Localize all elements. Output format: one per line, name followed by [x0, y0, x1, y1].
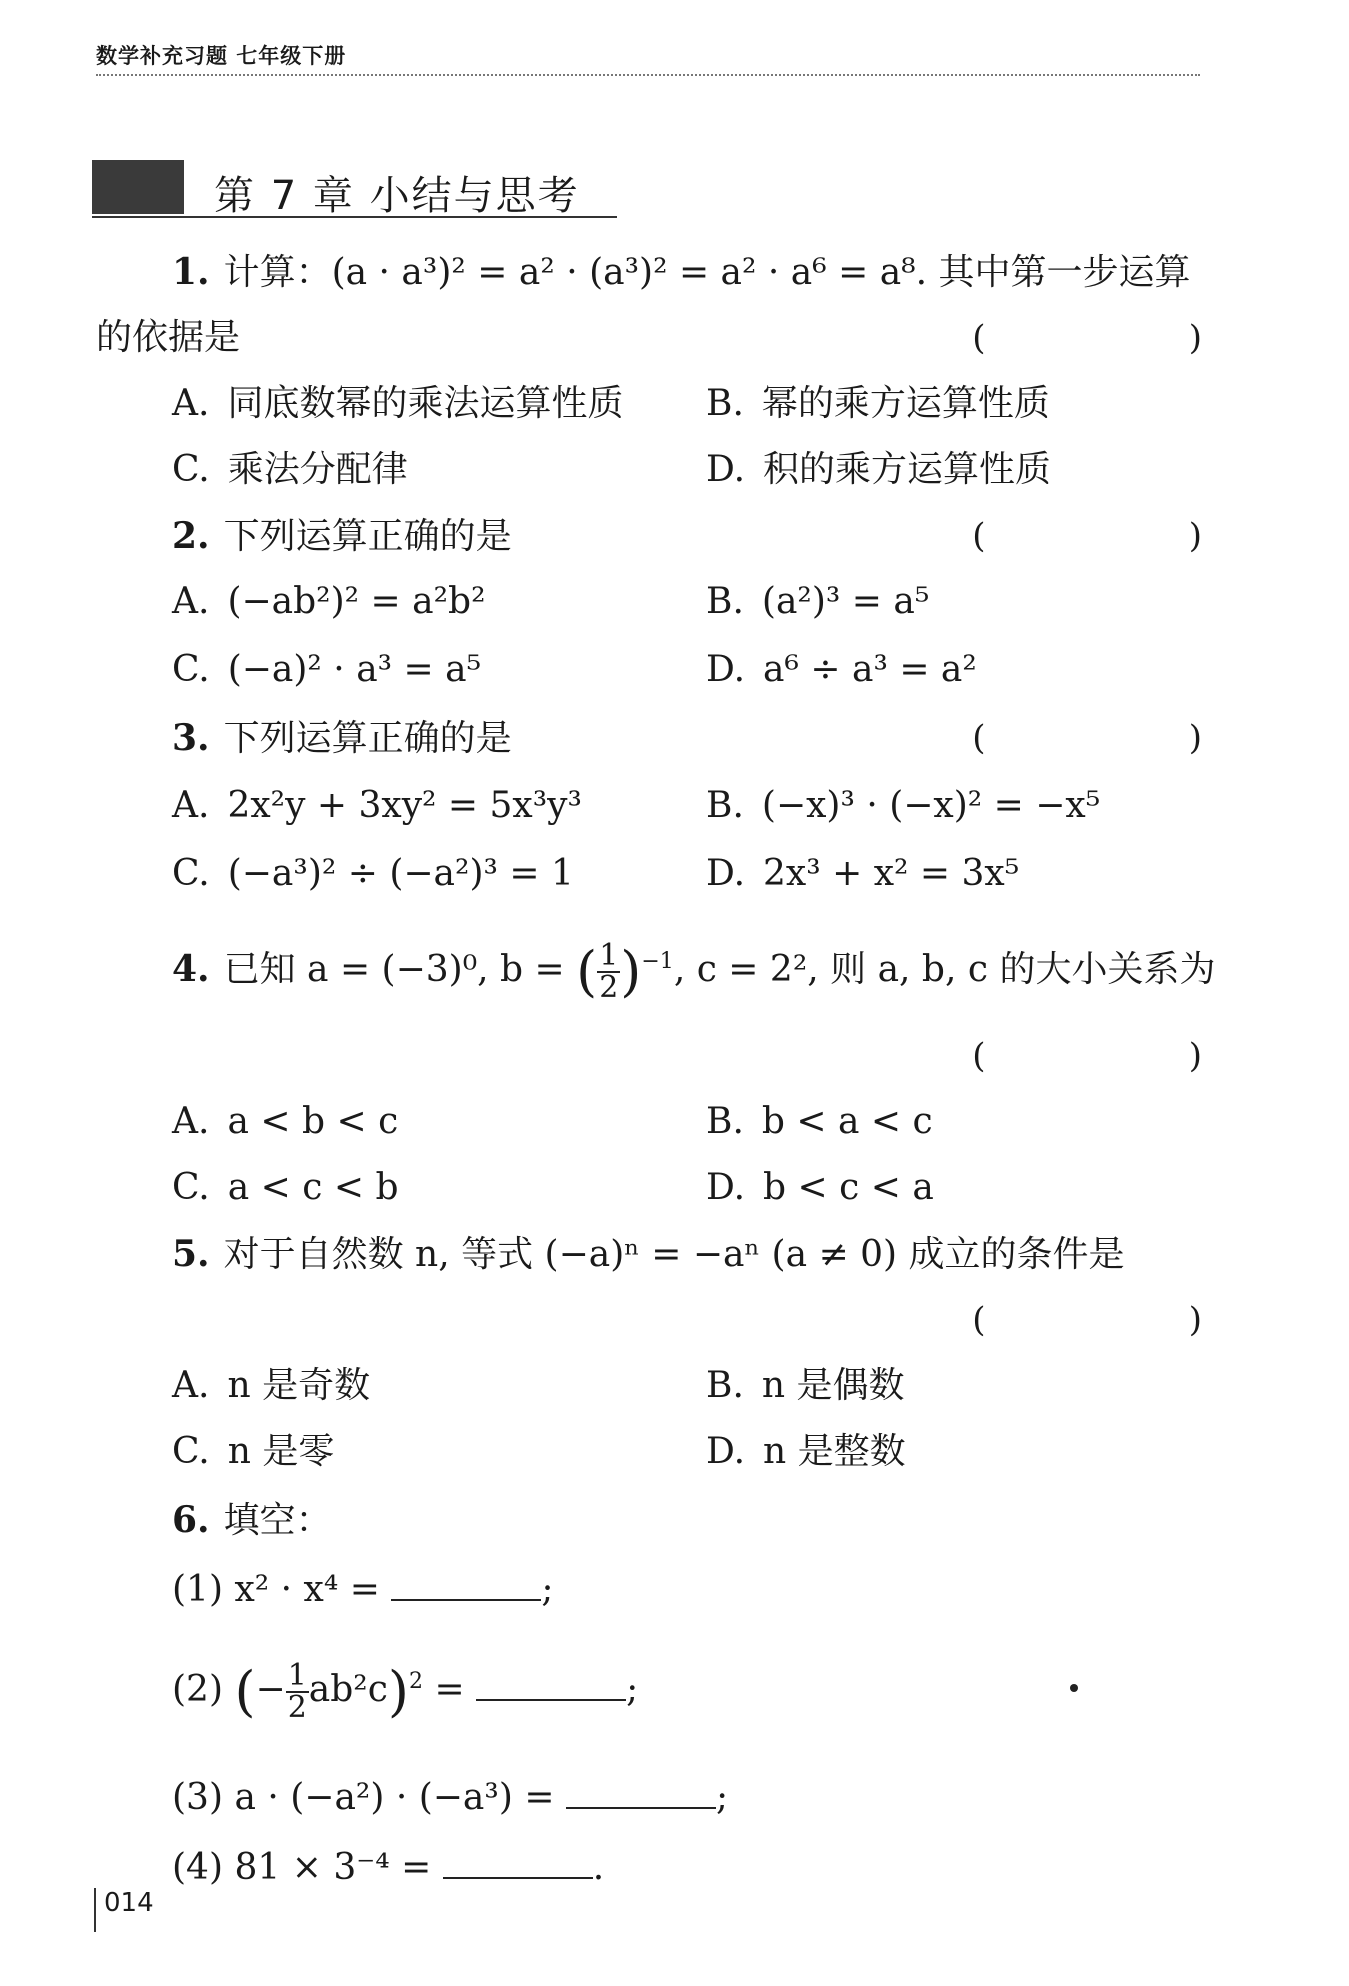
option-text: b < a < c [761, 1101, 933, 1142]
option-text: 同底数幂的乘法运算性质 [227, 383, 624, 424]
option-letter: A. [172, 785, 210, 826]
option-text: n 是整数 [763, 1431, 906, 1472]
question-text: 对于自然数 n, 等式 (−a)ⁿ = −aⁿ (a ≠ 0) 成立的条件是 [223, 1234, 1125, 1275]
stray-dot [1070, 1684, 1078, 1692]
answer-blank[interactable] [391, 1569, 541, 1601]
option-text: n 是偶数 [761, 1365, 905, 1406]
fraction [597, 938, 620, 1005]
question-1 [172, 250, 1191, 295]
question-text-cont: , c = 2², 则 a, b, c 的大小关系为 [673, 949, 1216, 990]
option-letter: B. [706, 785, 744, 826]
option-text: (−ab²)² = a²b² [227, 581, 486, 622]
option-letter: C. [172, 853, 210, 894]
option-text: b < c < a [763, 1167, 934, 1208]
option-text: a⁶ ÷ a³ = a² [763, 649, 977, 690]
item-expression: a · (−a²) · (−a³) = [234, 1777, 555, 1818]
question-number: 4. [172, 948, 210, 990]
option-a[interactable] [172, 1100, 398, 1144]
option-letter: D. [706, 449, 746, 490]
option-text: 2x³ + x² = 3x⁵ [763, 853, 1020, 894]
fraction-denominator: 2 [287, 1690, 307, 1725]
option-letter: C. [172, 449, 210, 490]
answer-paren[interactable]: ( ) [972, 318, 1202, 358]
question-text: 计算：(a · a³)² = a² · (a³)² = a² · a⁶ = a⁸. 其中第一步运算 [223, 252, 1191, 293]
running-header: 数学补充习题 七年级下册 [96, 44, 347, 68]
question-text: 已知 a = (−3)⁰, b = [223, 949, 577, 990]
option-a[interactable] [172, 784, 582, 828]
item-expression: 81 × 3⁻⁴ = [234, 1847, 432, 1888]
right-paren: ) [620, 940, 642, 1003]
option-text: (−a³)² ÷ (−a²)³ = 1 [227, 853, 574, 894]
item-expression: x² · x⁴ = [234, 1569, 380, 1610]
option-b[interactable] [706, 784, 1100, 828]
answer-blank[interactable] [443, 1847, 593, 1879]
question-text: 下列运算正确的是 [223, 718, 512, 759]
option-b[interactable] [706, 382, 1050, 426]
option-d[interactable] [706, 1430, 906, 1474]
option-b[interactable] [706, 1364, 905, 1408]
item-label: (4) [172, 1847, 223, 1888]
chapter-heading [92, 160, 617, 218]
fraction-denominator: 2 [599, 970, 619, 1005]
option-letter: D. [706, 1431, 746, 1472]
answer-paren[interactable]: ( ) [972, 718, 1202, 758]
question-2 [172, 514, 512, 559]
option-text: n 是奇数 [227, 1365, 371, 1406]
option-d[interactable] [706, 648, 977, 692]
page-number: 014 [94, 1888, 154, 1932]
option-text: 幂的乘方运算性质 [761, 383, 1050, 424]
item-label: (3) [172, 1777, 223, 1818]
question-number: 2. [172, 515, 210, 557]
option-letter: A. [172, 1365, 210, 1406]
option-a[interactable] [172, 580, 486, 624]
answer-paren[interactable]: ( ) [972, 1036, 1202, 1076]
option-text: (−x)³ · (−x)² = −x⁵ [761, 785, 1101, 826]
question-number: 1. [172, 251, 210, 293]
item-end: ; [541, 1569, 554, 1610]
item-end: ; [626, 1669, 639, 1710]
option-letter: A. [172, 383, 210, 424]
option-letter: A. [172, 581, 210, 622]
option-letter: B. [706, 383, 744, 424]
left-paren: ( [576, 940, 598, 1003]
option-c[interactable] [172, 448, 408, 492]
question-6 [172, 1498, 332, 1543]
option-text: a < b < c [227, 1101, 399, 1142]
answer-paren[interactable]: ( ) [972, 516, 1202, 556]
option-letter: C. [172, 1431, 210, 1472]
question-1-continuation: 的依据是 [96, 317, 241, 358]
option-c[interactable] [172, 648, 481, 692]
fill-item-1 [172, 1568, 553, 1612]
chapter-marker-block [92, 160, 184, 214]
exponent: 2 [408, 1669, 423, 1694]
fill-item-3 [172, 1776, 728, 1820]
question-number: 5. [172, 1233, 210, 1275]
option-b[interactable] [706, 1100, 933, 1144]
chapter-title: 第 7 章 小结与思考 [214, 173, 580, 219]
option-letter: A. [172, 1101, 210, 1142]
item-end: . [592, 1847, 605, 1888]
fraction-numerator: 1 [287, 1658, 307, 1693]
option-text: 2x²y + 3xy² = 5x³y³ [227, 785, 582, 826]
item-term: ab²c [308, 1669, 388, 1710]
option-letter: B. [706, 1101, 744, 1142]
fraction [286, 1658, 309, 1725]
left-paren: ( [234, 1660, 256, 1723]
option-text: 积的乘方运算性质 [763, 449, 1052, 490]
exponent: −1 [641, 949, 674, 974]
option-text: (a²)³ = a⁵ [761, 581, 930, 622]
answer-paren[interactable]: ( ) [972, 1300, 1202, 1340]
option-text: (−a)² · a³ = a⁵ [227, 649, 482, 690]
fraction-numerator: 1 [599, 938, 619, 973]
option-text: 乘法分配律 [227, 449, 408, 490]
option-letter: D. [706, 1167, 746, 1208]
question-3 [172, 716, 512, 761]
option-c[interactable] [172, 1166, 399, 1210]
option-d[interactable] [706, 1166, 934, 1210]
option-letter: B. [706, 1365, 744, 1406]
option-a[interactable] [172, 382, 623, 426]
option-a[interactable] [172, 1364, 370, 1408]
item-label: (2) [172, 1669, 223, 1710]
question-5 [172, 1232, 1125, 1277]
fill-item-4 [172, 1846, 604, 1890]
option-letter: C. [172, 649, 210, 690]
question-number: 3. [172, 717, 210, 759]
option-letter: D. [706, 853, 746, 894]
option-letter: B. [706, 581, 744, 622]
question-text: 下列运算正确的是 [223, 516, 512, 557]
item-end: ; [715, 1777, 729, 1818]
item-label: (1) [172, 1569, 223, 1610]
option-text: n 是零 [227, 1431, 335, 1472]
equals: = [434, 1669, 465, 1710]
option-letter: D. [706, 649, 746, 690]
right-paren: ) [387, 1660, 409, 1723]
option-letter: C. [172, 1167, 210, 1208]
answer-blank[interactable] [566, 1777, 716, 1809]
fill-item-2 [172, 1660, 638, 1723]
option-b[interactable] [706, 580, 929, 624]
question-text: 填空： [223, 1500, 332, 1541]
question-number: 6. [172, 1499, 210, 1541]
option-text: a < c < b [227, 1167, 399, 1208]
item-prefix: − [255, 1669, 286, 1710]
option-d[interactable] [706, 852, 1019, 896]
question-4 [172, 940, 1215, 1003]
header-divider [96, 74, 1200, 76]
option-c[interactable] [172, 1430, 334, 1474]
option-c[interactable] [172, 852, 574, 896]
option-d[interactable] [706, 448, 1051, 492]
answer-blank[interactable] [476, 1669, 626, 1701]
